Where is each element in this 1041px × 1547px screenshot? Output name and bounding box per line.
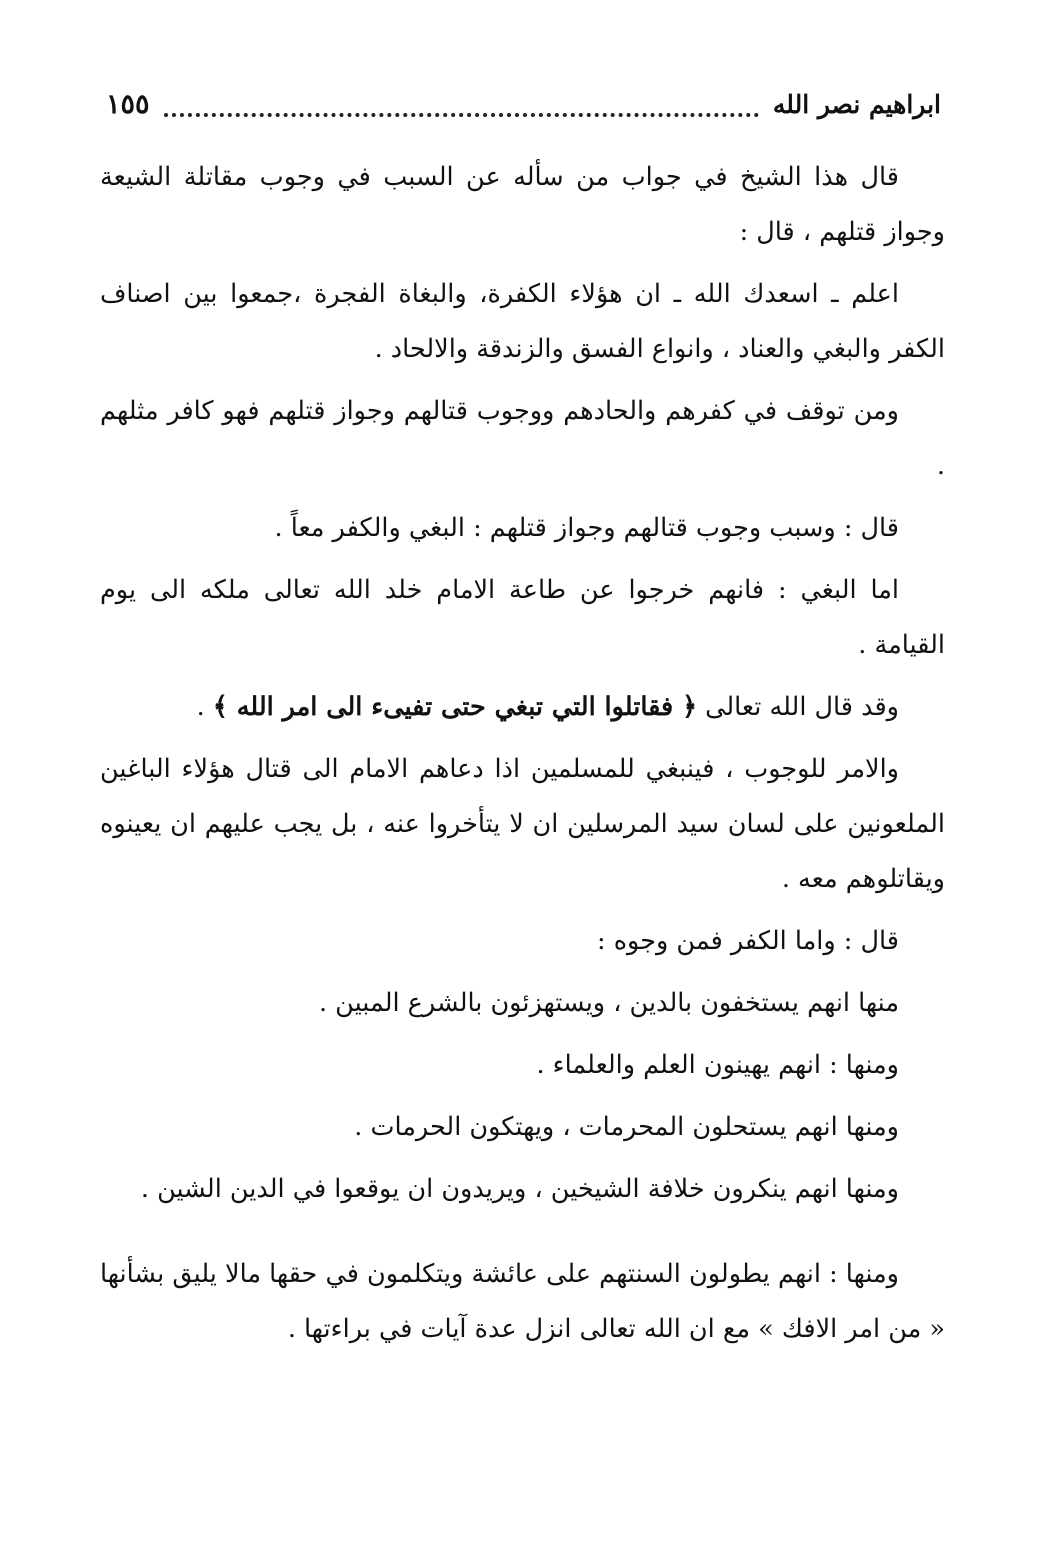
verse-prefix: وقد قال الله تعالى — [705, 692, 899, 722]
paragraph: ومنها انهم ينكرون خلافة الشيخين ، ويريدون ان يوقعوا في الدين الشين . — [140, 1174, 899, 1204]
verse-paragraph — [100, 680, 945, 735]
paragraph-final: ومنها : انهم يطولون السنتهم على عائشة ويتكلمون في حقها مالا يليق بشأنها « من امر الافك » مع ان الله تعالى انزل عدة آيات في براءتها . — [100, 1259, 945, 1344]
paragraph: والامر للوجوب ، فينبغي للمسلمين اذا دعاهم الامام الى قتال هؤلاء الباغين الملعونين على لسان سيد المرسلين ان لا يتأخروا عنه ، بل يجب عليهم ان يعينوه ويقاتلوهم معه . — [100, 754, 945, 894]
paragraph: ومنها : انهم يهينون العلم والعلماء . — [536, 1050, 899, 1080]
page-number: ١٥٥ — [106, 88, 150, 120]
paragraph: قال : واما الكفر فمن وجوه : — [597, 926, 899, 956]
page-body — [100, 150, 945, 1364]
running-header — [106, 84, 941, 124]
paragraph: قال : وسبب وجوب قتالهم وجواز قتلهم : البغي والكفر معاً . — [274, 513, 899, 543]
paragraph: ومنها انهم يستحلون المحرمات ، ويهتكون الحرمات . — [354, 1112, 899, 1142]
header-author-title: ابراهيم نصر الله — [772, 89, 941, 119]
verse-suffix: . — [196, 692, 205, 722]
quran-verse: ﴿ فقاتلوا التي تبغي حتى تفيىء الى امر الله ﴾ — [212, 692, 698, 722]
paragraph: اما البغي : فانهم خرجوا عن طاعة الامام خلد الله تعالى ملكه الى يوم القيامة . — [100, 575, 945, 660]
paragraph: ومن توقف في كفرهم والحادهم ووجوب قتالهم وجواز قتلهم فهو كافر مثلهم . — [100, 396, 945, 481]
paragraph: قال هذا الشيخ في جواب من سأله عن السبب في وجوب مقاتلة الشيعة وجواز قتلهم ، قال : — [100, 162, 945, 247]
paragraph: منها انهم يستخفون بالدين ، ويستهزئون بالشرع المبين . — [318, 988, 899, 1018]
header-dot-leader — [164, 103, 759, 117]
paragraph: اعلم ـ اسعدك الله ـ ان هؤلاء الكفرة، والبغاة الفجرة ،جمعوا بين اصناف الكفر والبغي والعناد ، وانواع الفسق والزندقة والالحاد . — [100, 279, 945, 364]
